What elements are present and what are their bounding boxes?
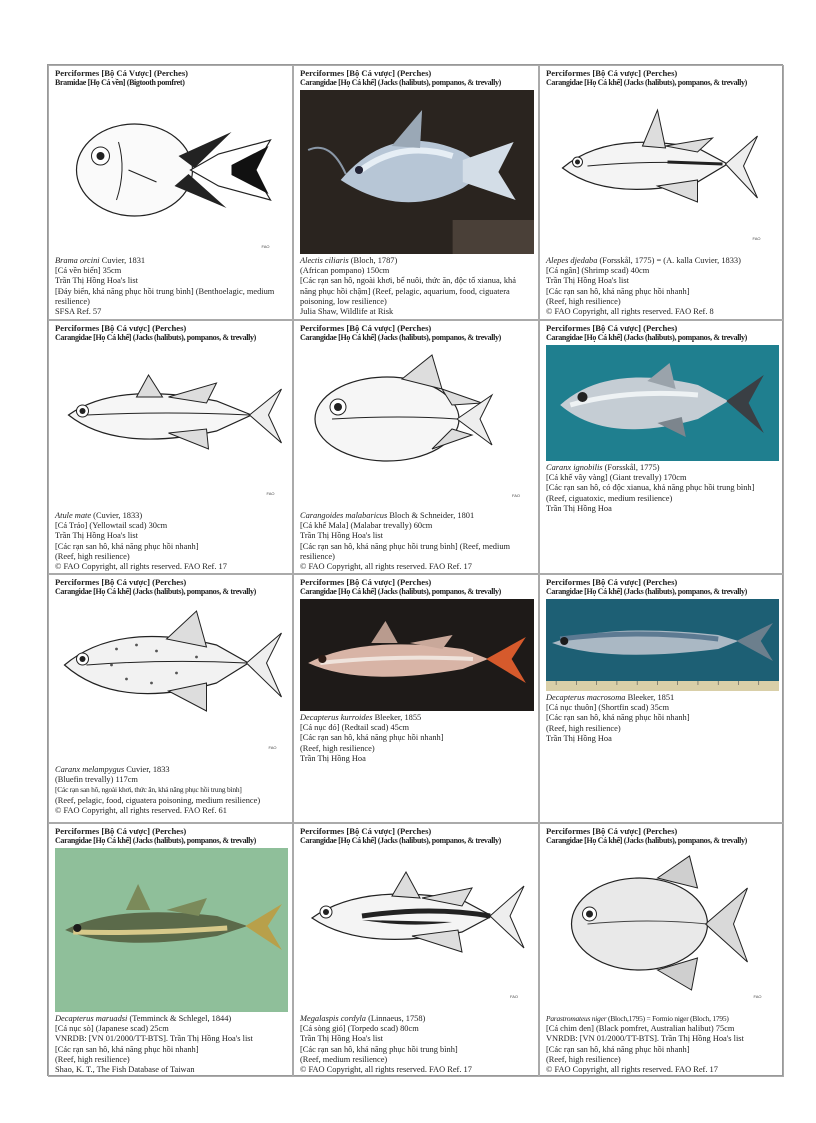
info-line: (Reef, pelagic, food, ciguatera poisoning, medium resilience) — [55, 795, 261, 805]
scientific-name: Caranx melampygus — [55, 765, 125, 774]
fish-photo — [546, 599, 779, 691]
info-line: [Cá chim đen] (Black pomfret, Australian halibut) 75cm — [546, 1024, 735, 1034]
species-text — [546, 1014, 779, 1075]
family-label: Carangidae [Họ Cá khế] (Jacks (halibuts), pompanos, & trevally) — [55, 333, 256, 342]
order-label: Perciformes [Bộ Cá vược] (Perches) — [55, 577, 187, 587]
order-label: Perciformes [Bộ Cá vược] (Perches) — [300, 826, 432, 836]
info-line: (Reef, ciguatoxic, medium resilience) — [546, 493, 673, 503]
info-line: (African pompano) 150cm — [300, 266, 390, 276]
info-line: [Cá vền biển] 35cm — [55, 266, 122, 276]
scientific-name: Alepes djedaba — [546, 256, 598, 265]
info-line: [Cá khế Mala] (Malabar trevally) 60cm — [300, 521, 433, 531]
info-line: [Cá khế vây vàng] (Giant trevally) 170cm — [546, 473, 687, 483]
fish-illustration — [300, 345, 534, 509]
species-card — [48, 823, 293, 1077]
info-line: [Các rạn san hô, ngoài khơi, thức ăn, khả năng phục hồi trung bình] — [55, 785, 242, 795]
species-text — [546, 256, 779, 317]
scientific-name: Carangoides malabaricus — [300, 511, 388, 520]
info-line: [Các rạn san hô, ngoài khơi, bể nuôi, thức ăn, độc tố xianua, khả năng phục hồi chậm] (Reef, pelagic, aquarium, food, ciguatera poisoning, low resilience) — [300, 276, 516, 306]
scientific-name: Decapterus kurroides — [300, 713, 373, 722]
info-line: © FAO Copyright, all rights reserved. FAO Ref. 17 — [55, 562, 227, 572]
info-line: Trần Thị Hồng Hoa's list — [546, 276, 629, 286]
author: (Linnaeus, 1758) — [365, 1014, 426, 1023]
order-label: Perciformes [Bộ Cá vược] (Perches) — [300, 68, 432, 78]
order-label: Perciformes [Bộ Cá vược] (Perches) — [546, 323, 678, 333]
species-text — [55, 1014, 288, 1075]
family-label: Carangidae [Họ Cá khế] (Jacks (halibuts), pompanos, & trevally) — [546, 836, 747, 845]
order-label: Perciformes [Bộ Cá vược] (Perches) — [55, 826, 187, 836]
info-line: Trần Thị Hồng Hoa's list — [55, 531, 138, 541]
fao-mark: FAO — [268, 745, 277, 750]
fish-photo — [546, 345, 779, 461]
info-line: [Cá Tráo] (Yellowtail scad) 30cm — [55, 521, 168, 531]
species-card — [293, 65, 539, 320]
species-text — [300, 1014, 534, 1075]
order-label: Perciformes [Bộ Cá vược] (Perches) — [546, 68, 678, 78]
fish-illustration — [546, 90, 779, 254]
info-line: (Reef, high resilience) — [546, 723, 621, 733]
info-line: (Reef, high resilience) — [55, 551, 130, 561]
species-card — [48, 574, 293, 823]
species-text — [55, 765, 288, 816]
info-line: (Reef, high resilience) — [546, 296, 621, 306]
species-card — [48, 65, 293, 320]
scientific-name: Parastromateus niger — [546, 1014, 607, 1023]
author: (Forsskål, 1775) = (A. kalla Cuvier, 1833) — [597, 256, 741, 265]
fish-illustration — [55, 599, 288, 763]
info-line: (Reef, high resilience) — [546, 1054, 621, 1064]
info-line: [Các rạn san hô, khả năng phục hồi nhanh] — [546, 286, 690, 296]
scientific-name: Megalaspis cordyla — [300, 1014, 366, 1023]
scientific-name: Decapterus macrosoma — [546, 693, 626, 702]
info-line: [Các rạn san hô, khả năng phục hồi nhanh] — [55, 1044, 199, 1054]
family-label: Bramidae [Họ Cá vền] (Bigtooth pomfret) — [55, 78, 185, 87]
order-label: Perciformes [Bộ Cá vược] (Perches) — [55, 323, 187, 333]
author: (Bloch, 1787) — [348, 256, 398, 265]
info-line: [Cá nục thuôn] (Shortfin scad) 35cm — [546, 703, 670, 713]
scientific-name: Decapterus maruadsi — [55, 1014, 128, 1023]
family-label: Carangidae [Họ Cá khế] (Jacks (halibuts), pompanos, & trevally) — [300, 836, 501, 845]
info-line: Trần Thị Hồng Hoa's list — [300, 531, 383, 541]
fao-mark: FAO — [753, 994, 762, 999]
order-label: Perciformes [Bộ Cá Vược] (Perches) — [55, 68, 189, 78]
fao-mark: FAO — [512, 493, 521, 498]
species-card — [539, 65, 784, 320]
scientific-name: Caranx ignobilis — [546, 463, 603, 472]
info-line: Trần Thị Hồng Hoa — [546, 503, 612, 513]
family-label: Carangidae [Họ Cá khế] (Jacks (halibuts), pompanos, & trevally) — [55, 587, 256, 596]
species-card — [293, 574, 539, 823]
info-line: [Các rạn san hô, có độc xianua, khả năng phục hồi trung bình] — [546, 483, 755, 493]
fao-mark: FAO — [261, 244, 270, 249]
species-text — [546, 693, 779, 744]
species-card — [293, 320, 539, 574]
family-label: Carangidae [Họ Cá khế] (Jacks (halibuts), pompanos, & trevally) — [55, 836, 256, 845]
author: Bleeker, 1851 — [625, 693, 675, 702]
scientific-name: Alectis ciliaris — [300, 256, 349, 265]
info-line: Trần Thị Hồng Hoa — [546, 733, 612, 743]
fish-photo — [300, 599, 534, 711]
family-label: Carangidae [Họ Cá khế] (Jacks (halibuts), pompanos, & trevally) — [546, 78, 747, 87]
info-line: Trần Thị Hồng Hoa's list — [55, 276, 138, 286]
info-line: (Bluefin trevally) 117cm — [55, 775, 138, 785]
species-text — [546, 463, 779, 514]
family-label: Carangidae [Họ Cá khế] (Jacks (halibuts), pompanos, & trevally) — [546, 333, 747, 342]
author: Cuvier, 1831 — [99, 256, 146, 265]
info-line: [Cá sòng gió] (Torpedo scad) 80cm — [300, 1024, 419, 1034]
order-label: Perciformes [Bộ Cá vược] (Perches) — [300, 577, 432, 587]
info-line: © FAO Copyright, all rights reserved. FAO Ref. 61 — [55, 805, 227, 815]
family-label: Carangidae [Họ Cá khế] (Jacks (halibuts), pompanos, & trevally) — [300, 333, 501, 342]
info-line: VNRDB: [VN 01/2000/TT-BTS]. Trần Thị Hồng Hoa's list — [546, 1034, 744, 1044]
species-text — [300, 713, 534, 764]
species-text — [55, 256, 288, 317]
info-line: (Reef, high resilience) — [55, 1054, 130, 1064]
info-line: [Các rạn san hô, khả năng phục hồi nhanh] — [546, 713, 690, 723]
fish-illustration — [55, 90, 288, 254]
info-line: © FAO Copyright, all rights reserved. FAO Ref. 8 — [546, 307, 714, 317]
author: Bloch & Schneider, 1801 — [387, 511, 475, 520]
order-label: Perciformes [Bộ Cá vược] (Perches) — [546, 577, 678, 587]
species-text — [300, 256, 534, 317]
info-line: [Cá nục đỏ] (Redtail scad) 45cm — [300, 723, 410, 733]
info-line: © FAO Copyright, all rights reserved. FAO Ref. 17 — [546, 1065, 718, 1075]
species-card — [539, 320, 784, 574]
order-label: Perciformes [Bộ Cá vược] (Perches) — [300, 323, 432, 333]
species-text — [300, 511, 534, 572]
info-line: Julia Shaw, Wildlife at Risk — [300, 307, 394, 317]
info-line: [Cá ngân] (Shrimp scad) 40cm — [546, 266, 650, 276]
info-line: © FAO Copyright, all rights reserved. FAO Ref. 17 — [300, 562, 472, 572]
fish-photo — [55, 848, 288, 1012]
fish-illustration — [55, 345, 288, 509]
species-card — [539, 823, 784, 1077]
author: Cuvier, 1833 — [124, 765, 170, 774]
info-line: VNRDB: [VN 01/2000/TT-BTS]. Trần Thị Hồng Hoa's list — [55, 1034, 253, 1044]
info-line: [Các rạn san hô, khả năng phục hồi nhanh] — [300, 733, 444, 743]
info-line: © FAO Copyright, all rights reserved. FAO Ref. 17 — [300, 1065, 472, 1075]
family-label: Carangidae [Họ Cá khế] (Jacks (halibuts), pompanos, & trevally) — [300, 587, 501, 596]
info-line: Trần Thị Hồng Hoa's list — [300, 1034, 383, 1044]
info-line: [Các rạn san hô, khả năng phục hồi nhanh] — [55, 541, 199, 551]
species-card — [539, 574, 784, 823]
author: (Forsskål, 1775) — [602, 463, 660, 472]
info-line: [Đáy biển, khả năng phục hồi trung bình] (Benthoelagic, medium resilience) — [55, 286, 275, 306]
author: (Cuvier, 1833) — [91, 511, 143, 520]
scientific-name: Brama orcini — [55, 256, 100, 265]
info-line: SFSA Ref. 57 — [55, 307, 102, 317]
info-line: (Reef, high resilience) — [300, 743, 375, 753]
author: (Temminck & Schlegel, 1844) — [127, 1014, 232, 1023]
info-line: Trần Thị Hồng Hoa — [300, 753, 366, 763]
info-line: (Reef, medium resilience) — [300, 1054, 388, 1064]
info-line: [Các rạn san hô, khả năng phục hồi trung bình] — [300, 1044, 458, 1054]
author: Bleeker, 1855 — [372, 713, 422, 722]
fao-mark: FAO — [752, 236, 761, 241]
author: (Bloch,1795) = Formio niger (Bloch, 1795) — [606, 1014, 729, 1023]
family-label: Carangidae [Họ Cá khế] (Jacks (halibuts), pompanos, & trevally) — [300, 78, 501, 87]
info-line: [Các rạn san hô, khả năng phục hồi nhanh] — [546, 1044, 690, 1054]
species-grid — [47, 64, 783, 1076]
fao-mark: FAO — [510, 994, 519, 999]
order-label: Perciformes [Bộ Cá vược] (Perches) — [546, 826, 678, 836]
scientific-name: Atule mate — [55, 511, 92, 520]
info-line: [Các rạn san hô, khả năng phục hồi trung bình] (Reef, medium resilience) — [300, 541, 511, 561]
info-line: Shao, K. T., The Fish Database of Taiwan — [55, 1065, 195, 1075]
fish-photo — [300, 90, 534, 254]
info-line: [Cá nục sò] (Japanese scad) 25cm — [55, 1024, 169, 1034]
family-label: Carangidae [Họ Cá khế] (Jacks (halibuts), pompanos, & trevally) — [546, 587, 747, 596]
species-text — [55, 511, 288, 572]
species-card — [293, 823, 539, 1077]
species-card — [48, 320, 293, 574]
fish-illustration — [546, 848, 779, 1012]
fao-mark: FAO — [266, 491, 275, 496]
fish-illustration — [300, 848, 534, 1012]
